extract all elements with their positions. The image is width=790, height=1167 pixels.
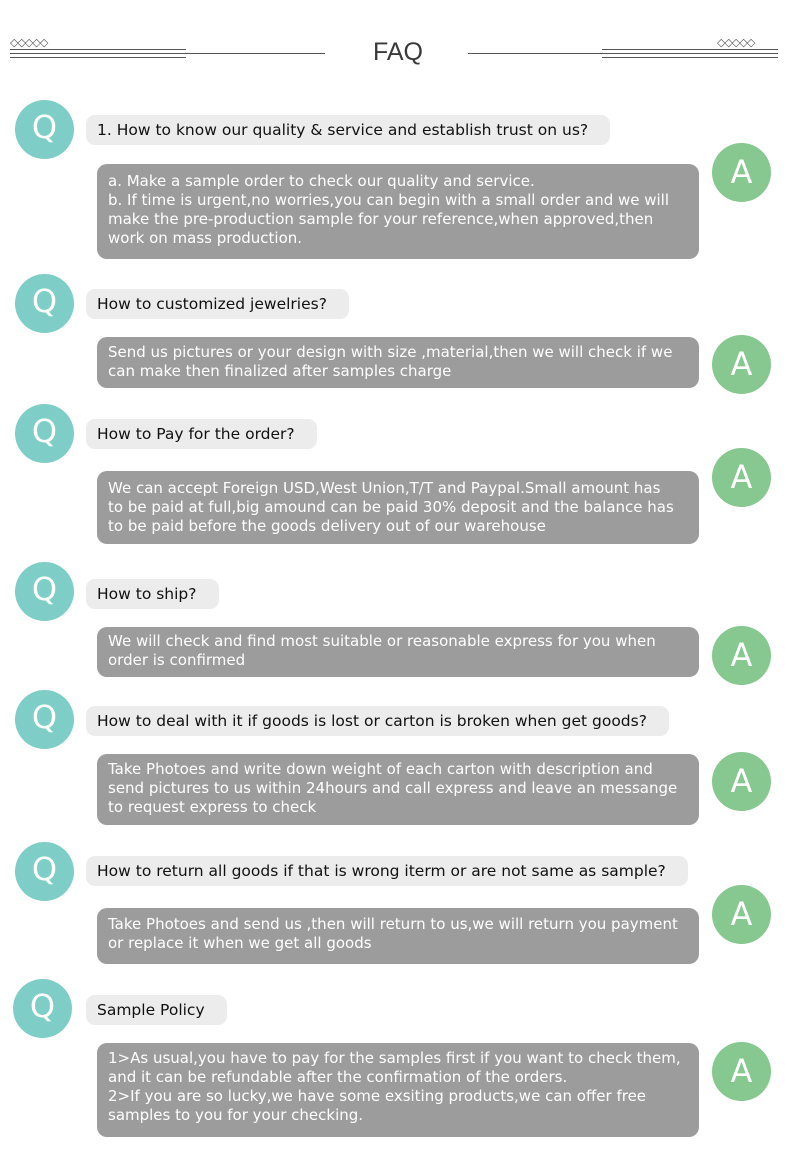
question-icon: Q bbox=[15, 100, 74, 159]
question-bubble: Sample Policy bbox=[86, 995, 227, 1025]
answer-icon: A bbox=[712, 626, 771, 685]
answer-bubble bbox=[97, 754, 699, 825]
answer-line: order is confirmed bbox=[108, 651, 246, 669]
question-bubble: How to Pay for the order? bbox=[86, 419, 317, 449]
answer-line: 1>As usual,you have to pay for the samples first if you want to check them, bbox=[108, 1049, 681, 1067]
question-bubble: How to ship? bbox=[86, 579, 219, 609]
answer-line: b. If time is urgent,no worries,you can begin with a small order and we will bbox=[108, 191, 670, 209]
diamond-ornament-right: ◇◇◇◇◇ bbox=[717, 36, 755, 49]
answer-line: work on mass production. bbox=[108, 229, 303, 247]
answer-line: make the pre-production sample for your reference,when approved,then bbox=[108, 210, 654, 228]
answer-bubble bbox=[97, 471, 699, 544]
question-bubble: 1. How to know our quality & service and establish trust on us? bbox=[86, 115, 610, 145]
question-icon: Q bbox=[13, 979, 72, 1038]
answer-line: Take Photoes and write down weight of each carton with description and bbox=[108, 760, 653, 778]
divider-line bbox=[10, 57, 186, 58]
question-icon: Q bbox=[15, 404, 74, 463]
page-title: FAQ bbox=[372, 38, 423, 66]
question-bubble: How to customized jewelries? bbox=[86, 289, 349, 319]
answer-line: We can accept Foreign USD,West Union,T/T and Paypal.Small amount has bbox=[108, 479, 661, 497]
answer-icon: A bbox=[712, 335, 771, 394]
answer-line: We will check and find most suitable or reasonable express for you when bbox=[108, 632, 656, 650]
answer-bubble bbox=[97, 1043, 699, 1137]
answer-line: can make then finalized after samples charge bbox=[108, 362, 452, 380]
question-icon: Q bbox=[15, 274, 74, 333]
answer-line: to request express to check bbox=[108, 798, 317, 816]
question-icon: Q bbox=[15, 562, 74, 621]
question-bubble: How to return all goods if that is wrong iterm or are not same as sample? bbox=[86, 856, 688, 886]
answer-line: a. Make a sample order to check our quality and service. bbox=[108, 172, 535, 190]
answer-line: 2>If you are so lucky,we have some exsiting products,we can offer free bbox=[108, 1087, 647, 1105]
question-icon: Q bbox=[15, 690, 74, 749]
divider-line bbox=[10, 49, 186, 50]
divider-line bbox=[602, 57, 778, 58]
answer-icon: A bbox=[712, 1042, 771, 1101]
answer-icon: A bbox=[712, 752, 771, 811]
question-icon: Q bbox=[15, 842, 74, 901]
answer-icon: A bbox=[712, 448, 771, 507]
answer-line: Send us pictures or your design with size ,material,then we will check if we bbox=[108, 343, 673, 361]
divider-line bbox=[468, 53, 778, 54]
answer-bubble bbox=[97, 627, 699, 677]
answer-line: or replace it when we get all goods bbox=[108, 934, 372, 952]
answer-bubble bbox=[97, 908, 699, 964]
question-bubble: How to deal with it if goods is lost or carton is broken when get goods? bbox=[86, 706, 669, 736]
answer-bubble bbox=[97, 164, 699, 259]
answer-line: and it can be refundable after the confirmation of the orders. bbox=[108, 1068, 568, 1086]
divider-line bbox=[10, 53, 325, 54]
answer-line: to be paid at full,big amound can be paid 30% deposit and the balance has bbox=[108, 498, 674, 516]
divider-line bbox=[602, 49, 778, 50]
faq-header bbox=[0, 0, 790, 90]
answer-bubble bbox=[97, 337, 699, 388]
answer-icon: A bbox=[712, 885, 771, 944]
answer-line: send pictures to us within 24hours and call express and leave an messange bbox=[108, 779, 678, 797]
answer-icon: A bbox=[712, 143, 771, 202]
answer-line: samples to you for your checking. bbox=[108, 1106, 364, 1124]
answer-line: to be paid before the goods delivery out of our warehouse bbox=[108, 517, 546, 535]
diamond-ornament-left: ◇◇◇◇◇ bbox=[10, 36, 48, 49]
answer-line: Take Photoes and send us ,then will return to us,we will return you payment bbox=[108, 915, 678, 933]
